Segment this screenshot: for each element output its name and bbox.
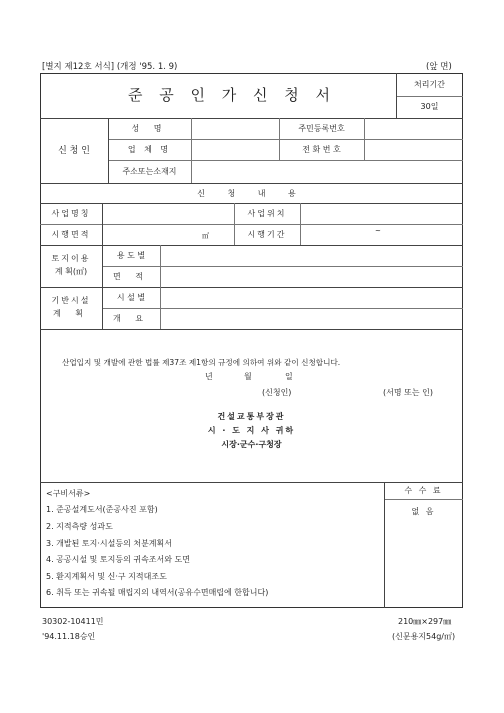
sign-or-seal-label: (서명 또는 인) — [383, 388, 433, 397]
required-doc-item: 2. 지적측량 성과도 — [46, 522, 113, 531]
project-name-label: 사업명칭 — [51, 209, 91, 218]
required-doc-item: 6. 취득 또는 귀속될 매립지의 내역서(공유수면매립에 한합니다) — [46, 588, 269, 597]
fee-label: 수 수 료 — [404, 486, 443, 495]
area-unit: ㎡ — [202, 232, 209, 240]
resident-number-field[interactable] — [365, 119, 462, 139]
paper-size: 210㎜×297㎜ — [398, 617, 452, 626]
address-field[interactable] — [192, 161, 462, 183]
land-area-label: 면 적 — [113, 272, 149, 281]
address-label: 주소또는소재지 — [122, 167, 177, 176]
project-location-field[interactable] — [301, 204, 462, 224]
recipient-governor: 시 · 도 지 사 귀하 — [207, 426, 296, 435]
required-doc-item: 5. 환지계획서 및 신·구 지적대조도 — [46, 572, 167, 581]
form-title: 준 공 인 가 신 청 서 — [128, 86, 337, 104]
page-side-label: (앞 면) — [426, 62, 452, 72]
name-field[interactable] — [192, 119, 279, 139]
infra-plan-label: 기반시설 — [51, 296, 91, 305]
period-separator: ~ — [375, 227, 381, 235]
resident-number-label: 주민등록번호 — [298, 124, 345, 133]
paper-type: (신문용지54g/㎡) — [392, 632, 456, 641]
summary-label: 개 요 — [113, 314, 149, 323]
project-name-field[interactable] — [103, 204, 234, 224]
approval-date: '94.11.18승인 — [42, 632, 96, 641]
applicant-section-label: 신 청 인 — [58, 146, 90, 156]
land-use-label: 용 도 별 — [116, 251, 146, 260]
processing-period-value: 30일 — [420, 102, 439, 111]
infra-plan-sub-label: 계 획 — [53, 309, 89, 318]
land-area-field[interactable] — [161, 267, 462, 287]
required-doc-item: 3. 개발된 토지·시설등의 처분계획서 — [46, 539, 172, 548]
land-use-field[interactable] — [161, 246, 462, 266]
facility-field[interactable] — [161, 288, 462, 308]
project-location-label: 사업위치 — [247, 209, 287, 218]
phone-field[interactable] — [365, 140, 462, 160]
facility-label: 시 설 별 — [116, 293, 146, 302]
project-period-label: 시행기간 — [247, 230, 287, 239]
required-docs-title: <구비서류> — [46, 489, 91, 498]
processing-period-label: 처리기간 — [414, 80, 445, 89]
content-header: 신 청 내 용 — [197, 189, 306, 198]
phone-label: 전 화 번 호 — [302, 145, 341, 154]
business-name-label: 업 체 명 — [127, 145, 172, 154]
name-label: 성 명 — [131, 124, 168, 133]
form-code: 30302-10411민 — [42, 617, 104, 626]
fee-value: 없 음 — [411, 507, 436, 516]
applicant-signature-label: (신청인) — [262, 388, 292, 397]
date-month: 월 — [244, 372, 252, 381]
project-area-field[interactable] — [103, 225, 234, 245]
business-name-field[interactable] — [192, 140, 279, 160]
application-statement: 산업입지 및 개발에 관한 법률 제37조 제1항의 규정에 의하여 위와 같이 신청합니다. — [62, 358, 341, 367]
date-year: 년 — [205, 372, 213, 381]
required-doc-item: 1. 준공설계도서(준공사진 포함) — [46, 505, 158, 514]
recipient-mayor: 시장·군수·구청장 — [221, 440, 282, 449]
applicant-signature-field[interactable] — [315, 384, 377, 398]
land-plan-unit-label: 계 획(㎡) — [54, 267, 88, 276]
date-day: 일 — [285, 372, 293, 381]
land-plan-label: 토지이용 — [51, 254, 91, 263]
project-period-field[interactable] — [301, 225, 462, 245]
project-area-label: 시행면적 — [51, 230, 91, 239]
recipient-minister: 건설교통부장관 — [217, 412, 286, 421]
form-number: [별지 제12호 서식] (개정 '95. 1. 9) — [42, 62, 178, 72]
required-doc-item: 4. 공공시설 및 토지등의 귀속조서와 도면 — [46, 555, 190, 564]
summary-field[interactable] — [161, 309, 462, 329]
